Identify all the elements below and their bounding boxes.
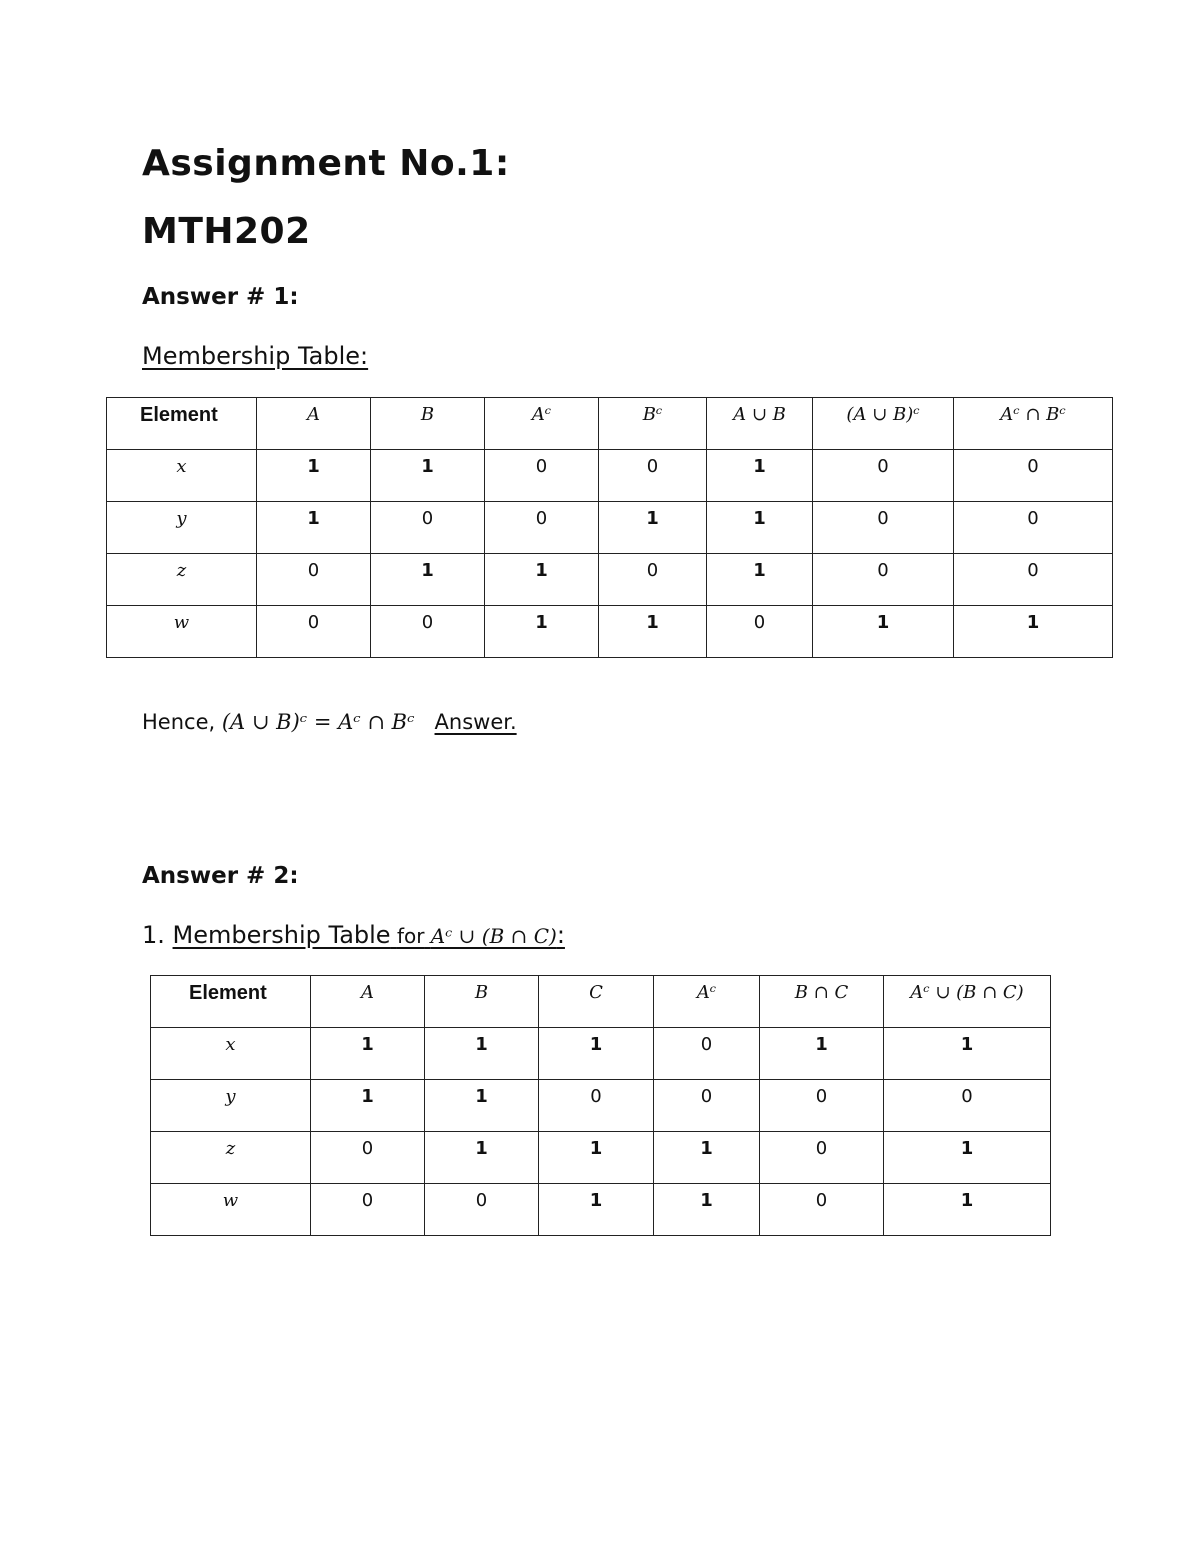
table2-cell: 0	[884, 1080, 1051, 1132]
table1-cell: 1	[813, 606, 954, 658]
table1-cell: 0	[599, 554, 707, 606]
table2-cell: 1	[425, 1028, 539, 1080]
answer1-heading: Answer # 1:	[142, 284, 299, 310]
table2-header-cell: Aᶜ	[654, 976, 760, 1028]
table-row	[151, 1080, 1051, 1132]
answer1-subheading-text: Membership Table:	[142, 342, 369, 370]
table-row	[151, 1132, 1051, 1184]
course-code: MTH202	[142, 211, 311, 252]
table1-cell: 1	[371, 450, 485, 502]
table2-cell: z	[151, 1132, 311, 1184]
table1-cell: 0	[707, 606, 813, 658]
answer2-colon: :	[556, 921, 565, 949]
table2-header-cell: Element	[151, 976, 311, 1028]
table1-cell: 1	[257, 450, 371, 502]
table2-cell: 1	[654, 1132, 760, 1184]
table2-header-cell: B ∩ C	[760, 976, 884, 1028]
table1-cell: 0	[954, 450, 1113, 502]
answer2-for-label: for	[396, 924, 425, 948]
answer2-subheading-text: Membership Table	[172, 921, 391, 949]
table1-cell: 0	[257, 606, 371, 658]
table1-header-cell: A	[257, 398, 371, 450]
table1-cell: 1	[599, 502, 707, 554]
table-row	[107, 450, 1113, 502]
table1-cell: 0	[813, 554, 954, 606]
table1-cell: 1	[599, 606, 707, 658]
table-row	[151, 1028, 1051, 1080]
table2-cell: 0	[311, 1184, 425, 1236]
answer2-formula: Aᶜ ∪ (B ∩ C)	[430, 924, 557, 948]
membership-table-2	[150, 975, 1051, 1236]
table1-cell: 0	[257, 554, 371, 606]
table2-cell: 1	[425, 1132, 539, 1184]
table1-cell: 1	[707, 450, 813, 502]
table2-cell: 0	[425, 1184, 539, 1236]
table-row	[151, 1184, 1051, 1236]
table2-cell: y	[151, 1080, 311, 1132]
table1-header-cell: B	[371, 398, 485, 450]
table1-cell: x	[107, 450, 257, 502]
table2-cell: 0	[760, 1132, 884, 1184]
table1-cell: 0	[813, 450, 954, 502]
answer-label: Answer.	[434, 710, 517, 734]
table-row	[107, 606, 1113, 658]
table1-cell: 1	[485, 554, 599, 606]
table1-cell: 0	[485, 450, 599, 502]
table1-cell: 1	[707, 554, 813, 606]
table2-header-cell: C	[539, 976, 654, 1028]
hence-formula: (A ∪ B)ᶜ = Aᶜ ∩ Bᶜ	[221, 710, 415, 734]
table2-cell: 1	[539, 1028, 654, 1080]
table2-cell: 0	[311, 1132, 425, 1184]
table2-cell: x	[151, 1028, 311, 1080]
table1-header-row	[107, 398, 1113, 450]
table2-cell: 1	[884, 1184, 1051, 1236]
table2-cell: 1	[884, 1028, 1051, 1080]
table2-cell: 1	[884, 1132, 1051, 1184]
table2-cell: 1	[425, 1080, 539, 1132]
assignment-title: Assignment No.1:	[142, 143, 510, 184]
table1-cell: y	[107, 502, 257, 554]
table1-cell: 0	[371, 502, 485, 554]
table1-header-cell: Aᶜ ∩ Bᶜ	[954, 398, 1113, 450]
table1-cell: 0	[954, 554, 1113, 606]
table2-header-cell: Aᶜ ∪ (B ∩ C)	[884, 976, 1051, 1028]
table-row	[107, 502, 1113, 554]
table1-cell: 1	[257, 502, 371, 554]
membership-table-1	[106, 397, 1113, 658]
table2-header-cell: A	[311, 976, 425, 1028]
table2-cell: 0	[539, 1080, 654, 1132]
table1-cell: 0	[954, 502, 1113, 554]
answer2-item-number: 1.	[142, 921, 165, 949]
table2-cell: 1	[760, 1028, 884, 1080]
hence-statement	[142, 710, 517, 734]
table1-cell: 0	[599, 450, 707, 502]
answer1-subheading	[142, 344, 368, 368]
table1-header-cell: Element	[107, 398, 257, 450]
table1-cell: z	[107, 554, 257, 606]
table1-cell: 0	[371, 606, 485, 658]
table2-cell: 0	[760, 1080, 884, 1132]
table1-header-cell: Aᶜ	[485, 398, 599, 450]
hence-label: Hence,	[142, 710, 216, 734]
table2-cell: 0	[654, 1080, 760, 1132]
table1-cell: 1	[371, 554, 485, 606]
table1-cell: 0	[485, 502, 599, 554]
table2-header-row	[151, 976, 1051, 1028]
answer2-heading: Answer # 2:	[142, 863, 299, 889]
table2-cell: 1	[654, 1184, 760, 1236]
table2-header-cell: B	[425, 976, 539, 1028]
table1-cell: 1	[954, 606, 1113, 658]
table1-header-cell: (A ∪ B)ᶜ	[813, 398, 954, 450]
table2-cell: 1	[539, 1184, 654, 1236]
table2-cell: 0	[760, 1184, 884, 1236]
table2-cell: w	[151, 1184, 311, 1236]
table1-cell: 1	[485, 606, 599, 658]
table2-cell: 1	[311, 1028, 425, 1080]
table1-header-cell: A ∪ B	[707, 398, 813, 450]
table1-cell: 0	[813, 502, 954, 554]
answer2-subheading	[142, 923, 565, 947]
table-row	[107, 554, 1113, 606]
table1-cell: w	[107, 606, 257, 658]
table2-cell: 1	[311, 1080, 425, 1132]
table2-cell: 0	[654, 1028, 760, 1080]
table1-header-cell: Bᶜ	[599, 398, 707, 450]
table2-cell: 1	[539, 1132, 654, 1184]
table1-cell: 1	[707, 502, 813, 554]
